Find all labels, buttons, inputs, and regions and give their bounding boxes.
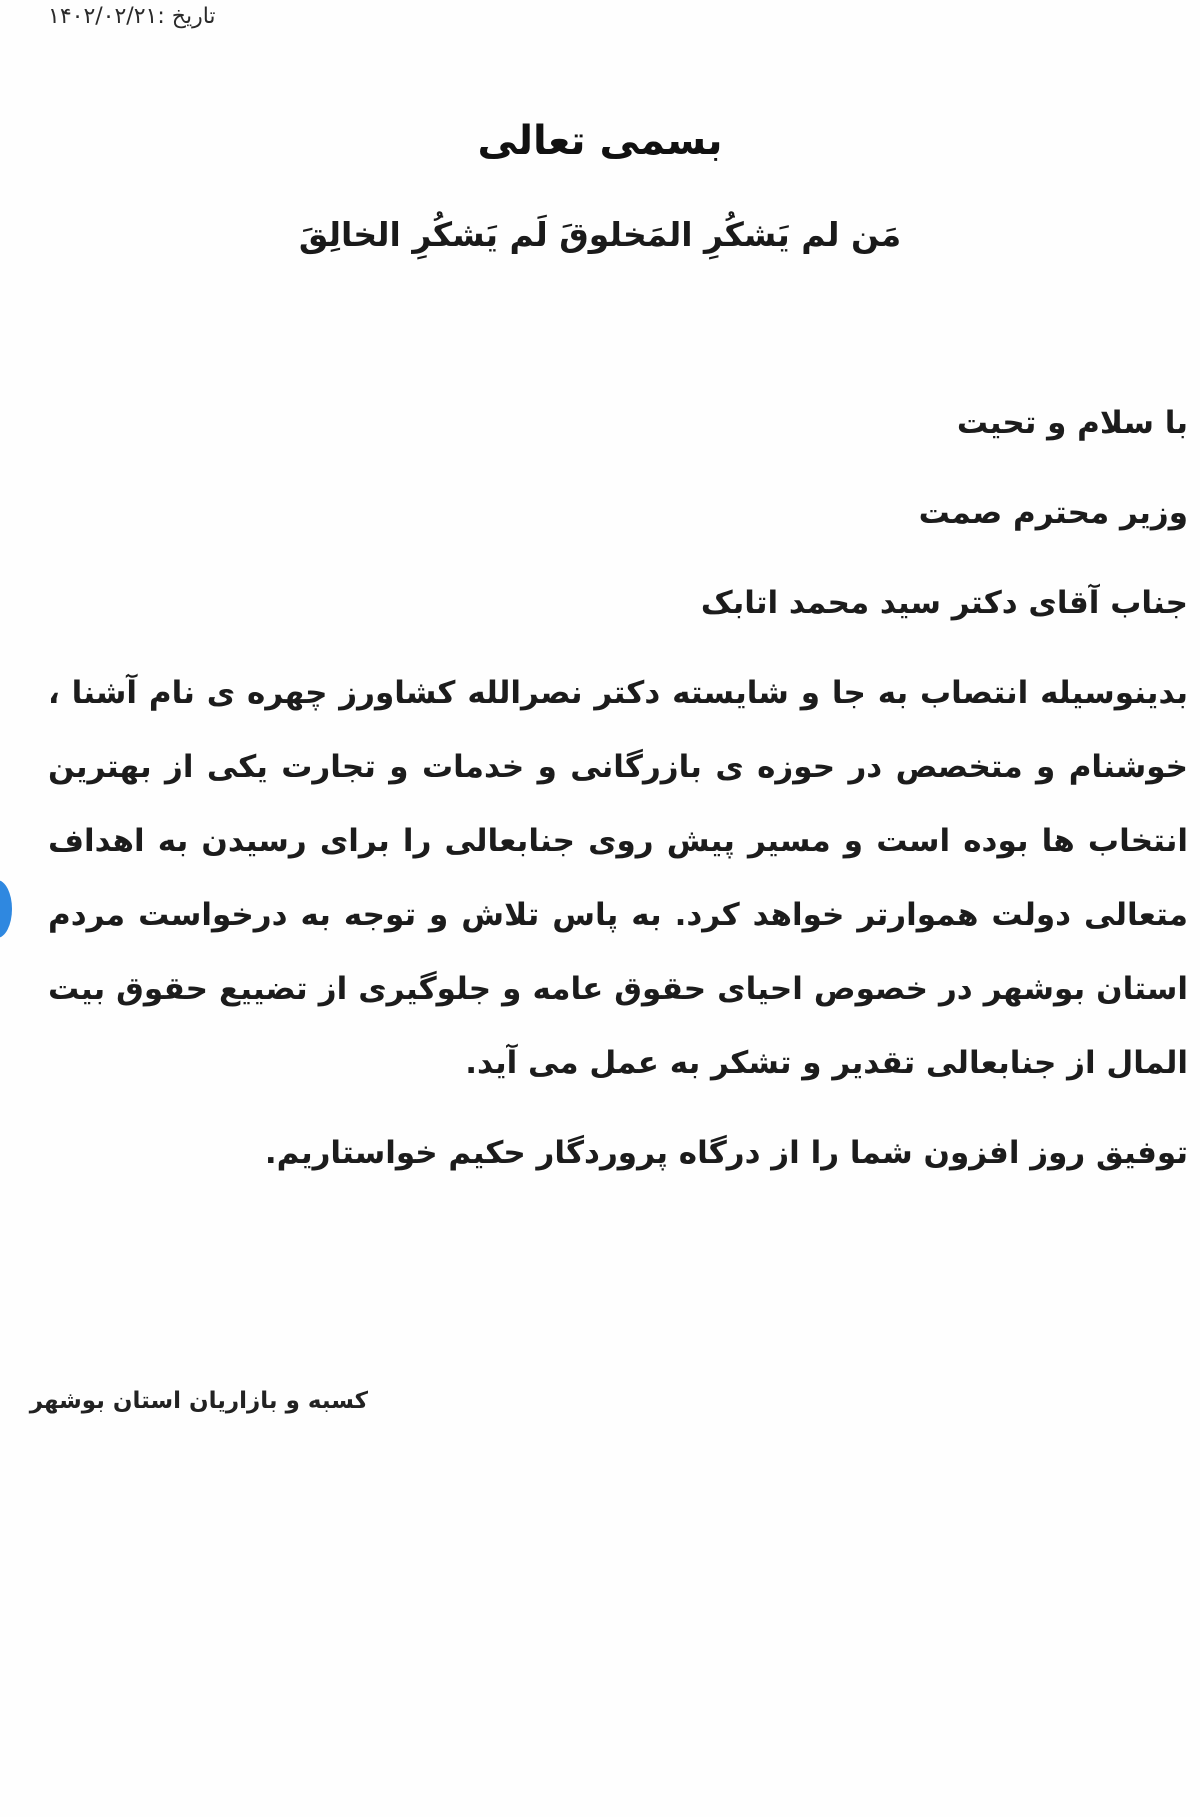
signature: کسبه و بازاریان استان بوشهر — [29, 1388, 368, 1414]
edge-scroll-marker[interactable] — [0, 880, 12, 938]
date-line: تاریخ :۱۴۰۲/۰۲/۲۱ — [48, 4, 216, 29]
greeting: با سلام و تحیت — [956, 405, 1188, 441]
letter-content — [48, 400, 1188, 1176]
hadith-quote: مَن لم یَشکُرِ المَخلوقَ لَم یَشکُرِ الخالِقَ — [298, 215, 902, 254]
recipient-title: وزیر محترم صمت — [918, 495, 1188, 531]
recipient-name: جناب آقای دکتر سید محمد اتابک — [700, 585, 1188, 621]
letter-body: بدینوسیله انتصاب به جا و شایسته دکتر نصرالله کشاورز چهره ی نام آشنا ، خوشنام و متخصص در حوزه ی بازرگانی و خدمات و تجارت یکی از بهترین انتخاب ها بوده است و مسیر پیش روی جنابعالی را برای رسیدن به اهداف متعالی دولت هموارتر خواهد کرد. به پاس تلاش و توجه به درخواست مردم استان بوشهر در خصوص احیای حقوق عامه و جلوگیری از تضییع حقوق بیت المال از جنابعالی تقدیر و تشکر به عمل می آید. — [48, 675, 1188, 1081]
letter-heading: بسمی تعالی — [477, 118, 723, 164]
closing-line: توفیق روز افزون شما را از درگاه پروردگار حکیم خواستاریم. — [264, 1135, 1188, 1171]
